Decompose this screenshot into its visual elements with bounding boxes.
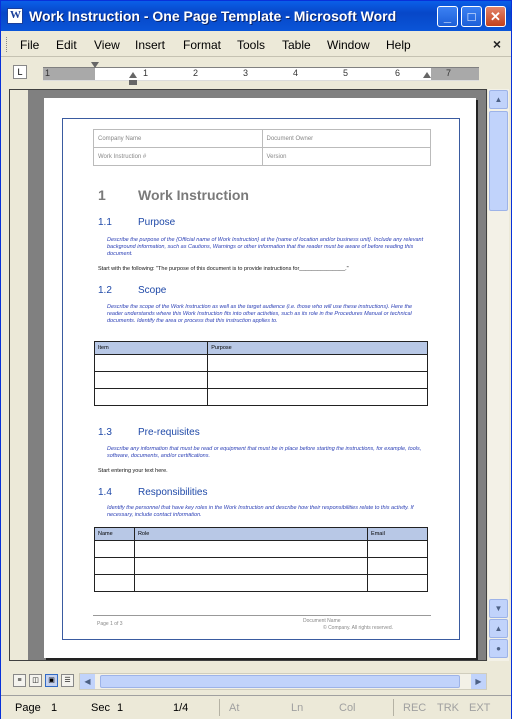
scroll-down-icon[interactable]: ▼ xyxy=(489,599,508,618)
ruler-number: 3 xyxy=(243,68,249,78)
footer-divider xyxy=(93,615,431,616)
ruler-number: 5 xyxy=(343,68,349,78)
status-separator xyxy=(219,699,220,716)
ruler-number: 4 xyxy=(293,68,299,78)
scroll-up-icon[interactable]: ▲ xyxy=(489,90,508,109)
work-instruction-num-cell[interactable]: Work Instruction # xyxy=(94,148,263,166)
status-col: Col xyxy=(339,702,356,714)
table-cell[interactable] xyxy=(208,355,428,372)
status-trk[interactable]: TRK xyxy=(437,702,459,714)
document-page[interactable] xyxy=(44,98,476,658)
table-row xyxy=(95,372,428,389)
status-bar xyxy=(1,695,511,719)
menu-edit[interactable]: Edit xyxy=(56,38,77,52)
scroll-right-icon[interactable]: ▶ xyxy=(471,674,486,689)
table-cell[interactable] xyxy=(95,558,135,575)
status-page-value: 1 xyxy=(51,702,58,714)
status-ext[interactable]: EXT xyxy=(469,702,491,714)
scope-instruction: Describe the scope of the Work Instruction as well as the target audience (i.e. those who will use these instructions). Here the reader understands where this Work Instruction fits into other activities, such as its role in the Procedures Manual or technical documents. Identify the area or process that this instruction applies to. xyxy=(107,304,413,324)
resp-header-email: Email xyxy=(368,528,428,541)
horizontal-ruler[interactable] xyxy=(43,67,479,81)
prereq-body: Start entering your text here. xyxy=(98,468,168,474)
table-cell[interactable] xyxy=(95,389,208,406)
heading-text: Work Instruction xyxy=(138,187,249,203)
ruler-number: 7 xyxy=(446,68,452,78)
heading-text: Scope xyxy=(138,285,167,296)
table-cell[interactable] xyxy=(368,575,428,592)
ruler-number: 1 xyxy=(143,68,149,78)
heading-number: 1.2 xyxy=(98,285,112,296)
menu-bar xyxy=(1,32,511,57)
menu-table[interactable]: Table xyxy=(282,38,311,52)
web-layout-icon[interactable]: ◫ xyxy=(29,674,42,687)
table-row xyxy=(95,541,428,558)
horizontal-scrollbar[interactable] xyxy=(79,673,487,690)
close-button[interactable]: ✕ xyxy=(485,6,506,27)
company-name-cell[interactable]: Company Name xyxy=(94,130,263,148)
browse-object-icon[interactable]: ● xyxy=(489,639,508,658)
ruler-number: 1 xyxy=(45,68,51,78)
heading-responsibilities xyxy=(98,487,207,498)
heading-text: Responsibilities xyxy=(138,487,208,498)
print-layout-icon[interactable]: ▣ xyxy=(45,674,58,687)
resp-header-role: Role xyxy=(134,528,367,541)
ruler-left-margin xyxy=(43,68,95,80)
table-cell[interactable] xyxy=(95,355,208,372)
heading-purpose xyxy=(98,217,175,228)
table-cell[interactable] xyxy=(134,541,367,558)
right-indent-icon[interactable] xyxy=(423,72,431,78)
view-and-scroll-row xyxy=(1,662,511,692)
heading-scope xyxy=(98,285,166,296)
table-row xyxy=(95,575,428,592)
ruler-row xyxy=(1,58,511,88)
table-cell[interactable] xyxy=(95,372,208,389)
table-cell[interactable] xyxy=(95,575,135,592)
heading-text: Pre-requisites xyxy=(138,427,200,438)
status-ln: Ln xyxy=(291,702,304,714)
resp-header-name: Name xyxy=(95,528,135,541)
scroll-left-icon[interactable]: ◀ xyxy=(80,674,95,689)
menu-tools[interactable]: Tools xyxy=(237,38,266,52)
word-app-icon[interactable] xyxy=(7,8,23,24)
responsibilities-instruction: Identify the personnel that have key roles in the Work Instruction and describe how their responsibilities relate to this activity. If necessary, include contact information. xyxy=(107,505,414,518)
maximize-button[interactable]: □ xyxy=(461,6,482,27)
footer-copyright: © Company. All rights reserved. xyxy=(323,625,394,631)
first-line-indent-icon[interactable] xyxy=(91,62,99,68)
table-row xyxy=(95,558,428,575)
horizontal-scroll-thumb[interactable] xyxy=(100,675,460,688)
status-sec-value: 1 xyxy=(117,702,124,714)
status-sec-label: Sec xyxy=(91,702,110,714)
vertical-scroll-thumb[interactable] xyxy=(489,111,508,211)
prereq-instruction: Describe any information that must be read or equipment that must be in place before starting the instructions, for example, tools, software, documents, and/or certifications. xyxy=(107,446,422,459)
heading-number: 1 xyxy=(98,187,106,203)
scope-table xyxy=(94,341,428,406)
status-at: At xyxy=(229,702,240,714)
table-cell[interactable] xyxy=(95,541,135,558)
table-cell[interactable] xyxy=(208,372,428,389)
heading-number: 1.3 xyxy=(98,427,112,438)
heading-number: 1.4 xyxy=(98,487,112,498)
menu-window[interactable]: Window xyxy=(327,38,370,52)
menu-grip-icon[interactable] xyxy=(6,37,9,52)
version-cell[interactable]: Version xyxy=(262,148,431,166)
document-owner-cell[interactable]: Document Owner xyxy=(262,130,431,148)
ruler-number: 2 xyxy=(193,68,199,78)
status-page-of: 1/4 xyxy=(173,702,189,714)
table-cell[interactable] xyxy=(134,575,367,592)
table-cell[interactable] xyxy=(368,541,428,558)
purpose-instruction: Describe the purpose of the {Official name of Work Instruction} at the {name of location and/or business unit}. Include any relevant background information, such as Cautions, Warnings or other information that the reader must be aware of before reading this document. xyxy=(107,237,424,257)
outline-view-icon[interactable]: ☰ xyxy=(61,674,74,687)
header-table xyxy=(93,129,431,166)
status-page-label: Page xyxy=(15,702,41,714)
footer-document-name: Document Name xyxy=(303,618,341,624)
normal-view-icon[interactable]: ≡ xyxy=(13,674,26,687)
document-area xyxy=(9,89,487,661)
table-row xyxy=(95,389,428,406)
table-row xyxy=(95,355,428,372)
ruler-number: 6 xyxy=(395,68,401,78)
table-cell[interactable] xyxy=(368,558,428,575)
table-cell[interactable] xyxy=(134,558,367,575)
menu-view[interactable]: View xyxy=(94,38,120,52)
menu-file[interactable]: File xyxy=(20,38,40,52)
purpose-body: Start with the following: "The purpose of this document is to provide instructions for_______________." xyxy=(98,266,349,272)
scope-header-item: Item xyxy=(95,342,208,355)
heading-prerequisites xyxy=(98,427,200,438)
ruler-right-margin xyxy=(431,68,479,80)
vertical-scrollbar[interactable] xyxy=(488,89,509,661)
status-rec[interactable]: REC xyxy=(403,702,427,714)
scope-header-purpose: Purpose xyxy=(208,342,428,355)
footer-page-number: Page 1 of 3 xyxy=(97,621,123,627)
heading-text: Purpose xyxy=(138,217,176,228)
status-separator xyxy=(393,699,394,716)
vertical-ruler[interactable] xyxy=(10,90,28,660)
heading-number: 1.1 xyxy=(98,217,112,228)
tab-selector[interactable]: L xyxy=(13,65,27,79)
window-title: Work Instruction - One Page Template - Microsoft Word xyxy=(29,8,397,24)
heading-work-instruction xyxy=(98,187,249,203)
table-cell[interactable] xyxy=(208,389,428,406)
responsibilities-table xyxy=(94,527,428,592)
minimize-button[interactable]: _ xyxy=(437,6,458,27)
menu-help[interactable]: Help xyxy=(386,38,411,52)
menu-format[interactable]: Format xyxy=(183,38,222,52)
title-bar xyxy=(1,1,511,31)
menu-insert[interactable]: Insert xyxy=(135,38,166,52)
document-close-icon[interactable]: × xyxy=(492,36,501,52)
indent-marker-icon[interactable] xyxy=(129,72,137,86)
page-frame xyxy=(62,118,460,640)
previous-page-icon[interactable]: ▲ xyxy=(489,619,508,638)
